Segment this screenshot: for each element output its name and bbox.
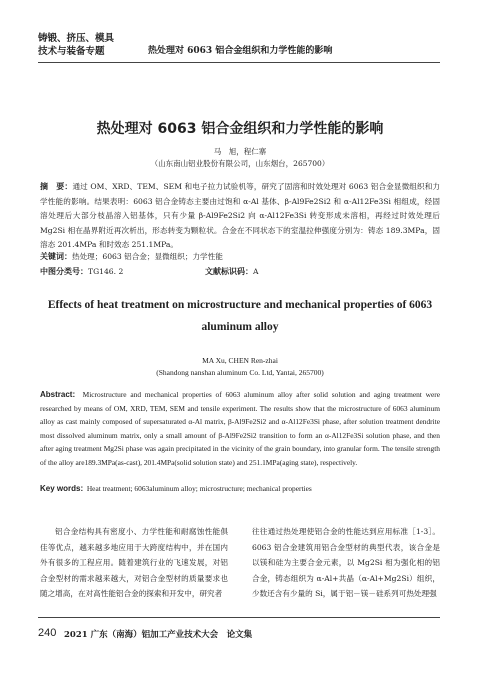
cn-keywords xyxy=(40,251,440,262)
journal-section-label xyxy=(38,32,114,58)
cn-abstract-label: 摘 要： xyxy=(40,182,73,191)
en-keywords-text: Heat treatment; 6063aluminum alloy; microstructure; mechanical properties xyxy=(86,484,312,493)
en-abstract-text: Microstructure and mechanical properties of 6063 aluminum alloy after solid solution and aging treatment were researched by means of OM, XRD, TEM, SEM and tensile experiment. The results show that the microstructure of 6063 aluminum alloy as cast mainly composed of supersaturated α-Al matrix, β-Al9Fe2Si2 and α-Al12Fe3Si phase, after solution treatment dendrite most dissolved aluminum matrix, only a small amount of β-Al9Fe2Si2 transition to form an α-Al12Fe3Si solution phase, and then after aging treatment Mg2Si phase was again precipitated in the vicinity of the grain boundary, into granular form. The tensile strength of the alloy are189.3MPa(as-cast), 201.4MPa(solid solution state) and 251.1MPa(aging state), respectively. xyxy=(40,390,440,467)
en-abstract-label: Abstract: xyxy=(40,390,76,399)
cn-document-code xyxy=(205,266,258,277)
cn-keywords-text: 热处理；6063 铝合金；显微组织；力学性能 xyxy=(72,252,223,261)
en-affiliation: (Shandong nanshan aluminum Co. Ltd, Yantai, 265700) xyxy=(156,368,324,377)
en-title: Effects of heat treatment on microstructure and mechanical properties of 6063 aluminum alloy xyxy=(47,299,433,333)
en-authors: MA Xu, CHEN Ren-zhai xyxy=(202,356,278,365)
header-divider xyxy=(38,62,440,63)
cn-class-value: TG146. 2 xyxy=(88,267,124,276)
body-right-column: 往往通过热处理使铝合金的性能达到应用标准［1-3］。6063 铝合金建筑用铝合金型材的典型代表，该合金是以镁和硅为主要合金元素，以 Mg2Si 相为强化相的铝合金，铸态组织为 α-Al+共晶（α-Al+Mg2Si）组织，少数还含有少量的 Si，属于铝－镁－硅系列可热处理强 xyxy=(252,527,440,599)
running-title: 热处理对 6063 铝合金组织和力学性能的影响 xyxy=(148,46,333,56)
cn-keywords-label: 关键词： xyxy=(40,252,72,261)
journal-line-1: 铸锻、挤压、模具 xyxy=(38,33,115,44)
cn-doc-value: A xyxy=(253,267,259,276)
en-abstract xyxy=(40,388,440,470)
cn-class-label: 中图分类号： xyxy=(40,267,88,276)
footer-divider xyxy=(38,617,440,618)
journal-line-2: 技术与装备专题 xyxy=(38,46,105,57)
body-left-column: 铝合金结构具有密度小、力学性能和耐腐蚀性能俱佳等优点，越来越多地应用于大跨度结构中，并在国内外有很多的工程应用。随着建筑行业的飞速发展，对铝合金型材的需求越来越大，对铝合金型材的质量要求也随之增高，在对高性能铝合金的探索和开发中，研究者 xyxy=(40,527,228,599)
cn-abstract xyxy=(40,180,440,253)
cn-title: 热处理对 6063 铝合金组织和力学性能的影响 xyxy=(96,121,384,137)
proceedings-title: 2021 广东（南海）铝加工产业技术大会 论文集 xyxy=(64,630,253,640)
cn-abstract-text: 通过 OM、XRD、TEM、SEM 和电子拉力试验机等，研究了固溶和时效处理对 6063 铝合金显微组织和力学性能的影响。结果表明：6063 铝合金铸态主要由过饱和 α-Al 基体、β-Al9Fe2Si2 和 α-Al12Fe3Si 相组成，经固溶处理后大部分枝晶溶入铝基体，只有少量 β-Al9Fe2Si2 向 α-Al12Fe3Si 转变形成未溶相，再经过时效处理后 Mg2Si 相在晶界附近再次析出，形态转变为颗粒状。合金在不同状态下的室温拉伸强度分别为：铸态 189.3MPa，固溶态 201.4MPa 和时效态 251.1MPa。 xyxy=(40,182,440,249)
en-keywords xyxy=(40,484,440,493)
page-number: 240 xyxy=(38,627,57,639)
cn-affiliation: （山东南山铝业股份有限公司，山东烟台，265700） xyxy=(150,159,330,168)
cn-authors: 马 旭，程仁寨 xyxy=(213,147,267,156)
en-keywords-label: Key words: xyxy=(40,484,84,493)
cn-doc-label: 文献标识码： xyxy=(205,267,253,276)
cn-classification xyxy=(40,266,123,277)
